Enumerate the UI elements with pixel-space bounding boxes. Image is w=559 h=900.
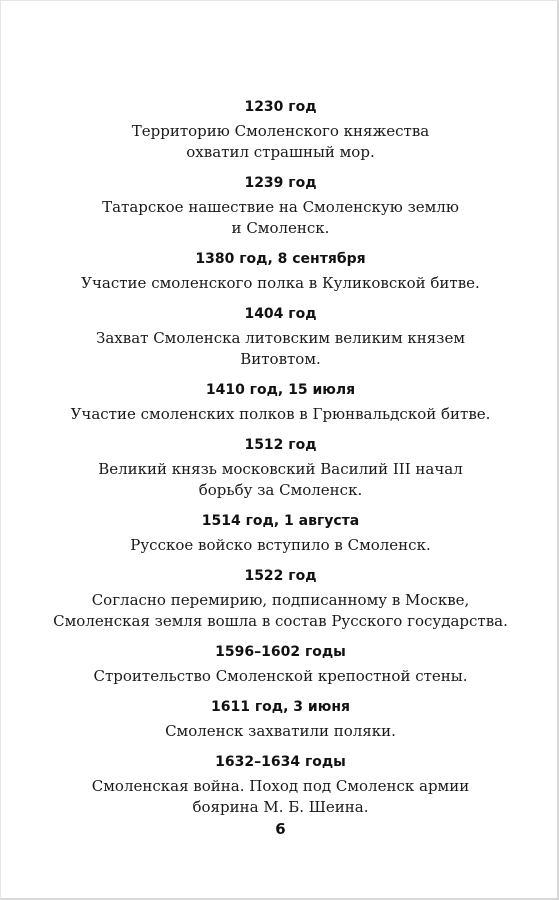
- page-number: 6: [275, 820, 286, 838]
- entry-date: 1239 год: [244, 175, 317, 191]
- chronology-list: [1, 97, 559, 818]
- entry-text: Смоленск захватили поляки.: [165, 722, 396, 740]
- entry-date: 1522 год: [244, 568, 317, 584]
- chronology-entry: [1, 642, 559, 687]
- chronology-entry: [1, 97, 559, 163]
- entry-date: 1514 год, 1 августа: [201, 513, 360, 529]
- entry-date: 1611 год, 3 июня: [211, 699, 350, 715]
- chronology-entry: [1, 566, 559, 632]
- chronology-entry: [1, 511, 559, 556]
- entry-date: 1410 год, 15 июля: [205, 382, 356, 398]
- chronology-entry: [1, 697, 559, 742]
- entry-text: Согласно перемирию, подписанному в Москве, Смоленская земля вошла в состав Русского государства.: [53, 591, 508, 630]
- entry-text: Территорию Смоленского княжества охватил страшный мор.: [131, 122, 430, 161]
- entry-date: 1230 год: [244, 99, 317, 115]
- entry-text: Русское войско вступило в Смоленск.: [130, 536, 431, 554]
- chronology-entry: [1, 304, 559, 370]
- entry-date: 1632–1634 годы: [215, 754, 346, 770]
- entry-text: Захват Смоленска литовским великим князем Витовтом.: [96, 329, 465, 368]
- entry-date: 1512 год: [244, 437, 317, 453]
- entry-date: 1404 год: [244, 306, 317, 322]
- chronology-entry: [1, 380, 559, 425]
- chronology-entry: [1, 249, 559, 294]
- entry-text: Смоленская война. Поход под Смоленск армии боярина М. Б. Шеина.: [91, 777, 470, 816]
- chronology-entry: [1, 435, 559, 501]
- entry-text: Татарское нашествие на Смоленскую землю и Смоленск.: [102, 198, 459, 237]
- entry-date: 1596–1602 годы: [215, 644, 346, 660]
- entry-text: Участие смоленских полков в Грюнвальдской битве.: [70, 405, 491, 423]
- chronology-entry: [1, 173, 559, 239]
- entry-text: Участие смоленского полка в Куликовской битве.: [81, 274, 480, 292]
- entry-date: 1380 год, 8 сентября: [195, 251, 366, 267]
- entry-text: Великий князь московский Василий III начал борьбу за Смоленск.: [98, 460, 463, 499]
- chronology-entry: [1, 752, 559, 818]
- entry-text: Строительство Смоленской крепостной стены.: [93, 667, 468, 685]
